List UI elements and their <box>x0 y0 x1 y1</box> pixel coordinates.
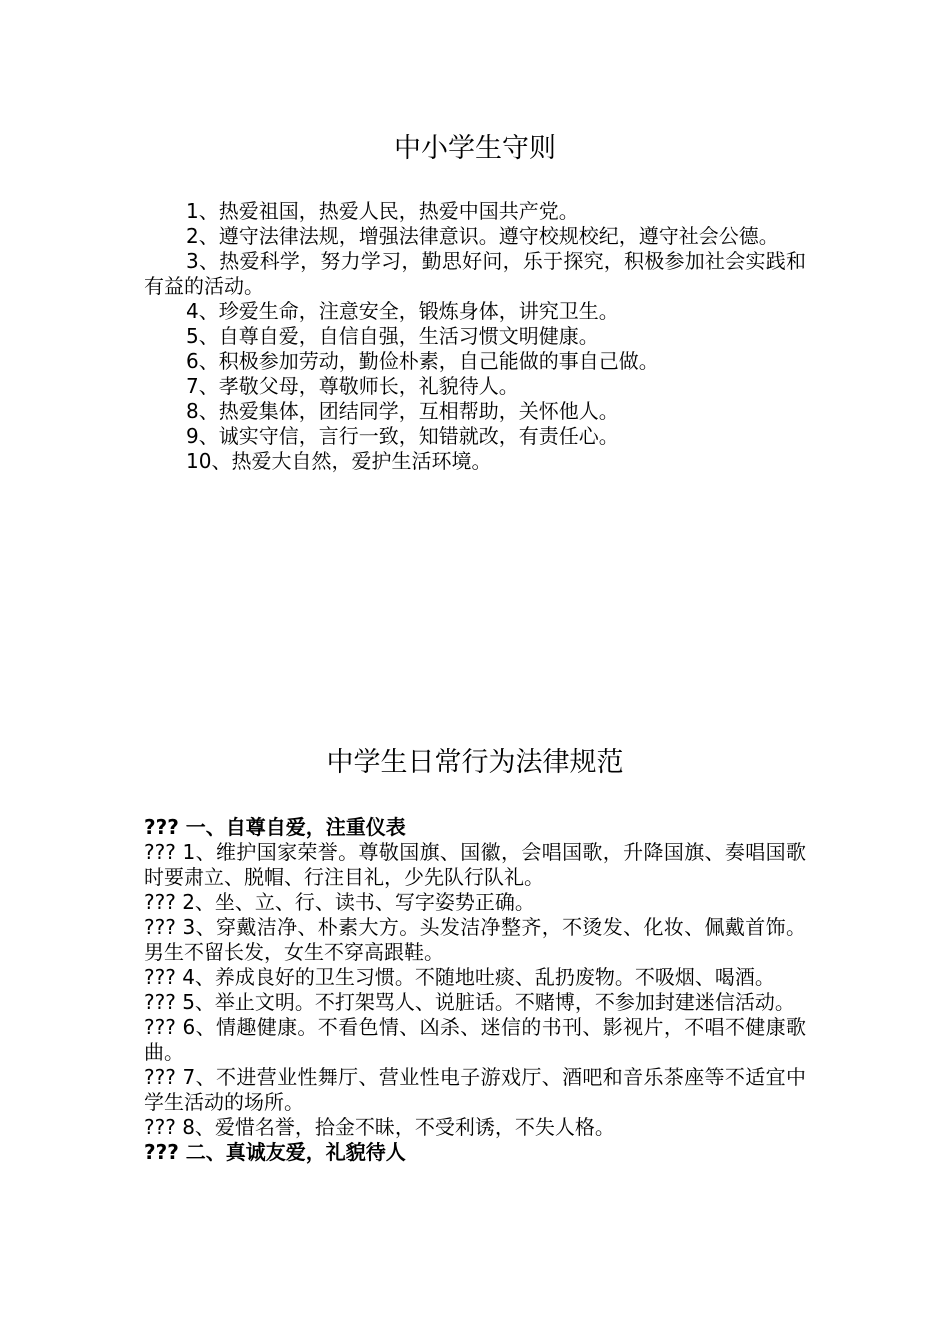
page-title-student-rules: 中小学生守则 <box>394 133 556 164</box>
norm-item: ??? 6、情趣健康。不看色情、凶杀、迷信的书刊、影视片，不唱不健康歌曲。 <box>144 1015 806 1064</box>
rule-item: 3、热爱科学，努力学习，勤思好问，乐于探究，积极参加社会实践和有益的活动。 <box>144 249 806 298</box>
behavior-norms-list <box>144 815 806 1165</box>
rule-item: 5、自尊自爱，自信自强，生活习惯文明健康。 <box>186 324 599 348</box>
norm-item: ??? 7、不进营业性舞厅、营业性电子游戏厅、酒吧和音乐茶座等不适宜中学生活动的场所。 <box>144 1065 806 1114</box>
norm-item: ??? 1、维护国家荣誉。尊敬国旗、国徽，会唱国歌，升降国旗、奏唱国歌时要肃立、脱帽、行注目礼，少先队行队礼。 <box>144 840 806 889</box>
rule-item: 6、积极参加劳动，勤俭朴素，自己能做的事自己做。 <box>186 349 659 373</box>
rule-item: 10、热爱大自然，爱护生活环境。 <box>186 449 492 473</box>
section-heading: ??? 一、自尊自爱，注重仪表 <box>144 815 406 839</box>
rule-item: 7、孝敬父母，尊敬师长，礼貌待人。 <box>186 374 519 398</box>
rule-item: 2、遵守法律法规，增强法律意识。遵守校规校纪，遵守社会公德。 <box>186 224 779 248</box>
rule-item: 8、热爱集体，团结同学，互相帮助，关怀他人。 <box>186 399 619 423</box>
norm-item: ??? 4、养成良好的卫生习惯。不随地吐痰、乱扔废物。不吸烟、喝酒。 <box>144 965 775 989</box>
norm-item: ??? 3、穿戴洁净、朴素大方。头发洁净整齐，不烫发、化妆、佩戴首饰。男生不留长发，女生不穿高跟鞋。 <box>144 915 806 964</box>
rule-item: 1、热爱祖国，热爱人民，热爱中国共产党。 <box>186 199 579 223</box>
section-heading: ??? 二、真诚友爱，礼貌待人 <box>144 1140 406 1164</box>
norm-item: ??? 5、举止文明。不打架骂人、说脏话。不赌博，不参加封建迷信活动。 <box>144 990 795 1014</box>
norm-item: ??? 8、爱惜名誉，拾金不昧，不受利诱，不失人格。 <box>144 1115 615 1139</box>
page-title-behavior-norms: 中学生日常行为法律规范 <box>326 747 624 778</box>
rule-item: 4、珍爱生命，注意安全，锻炼身体，讲究卫生。 <box>186 299 619 323</box>
student-rules-list <box>144 199 806 474</box>
norm-item: ??? 2、坐、立、行、读书、写字姿势正确。 <box>144 890 535 914</box>
rule-item: 9、诚实守信，言行一致，知错就改，有责任心。 <box>186 424 619 448</box>
